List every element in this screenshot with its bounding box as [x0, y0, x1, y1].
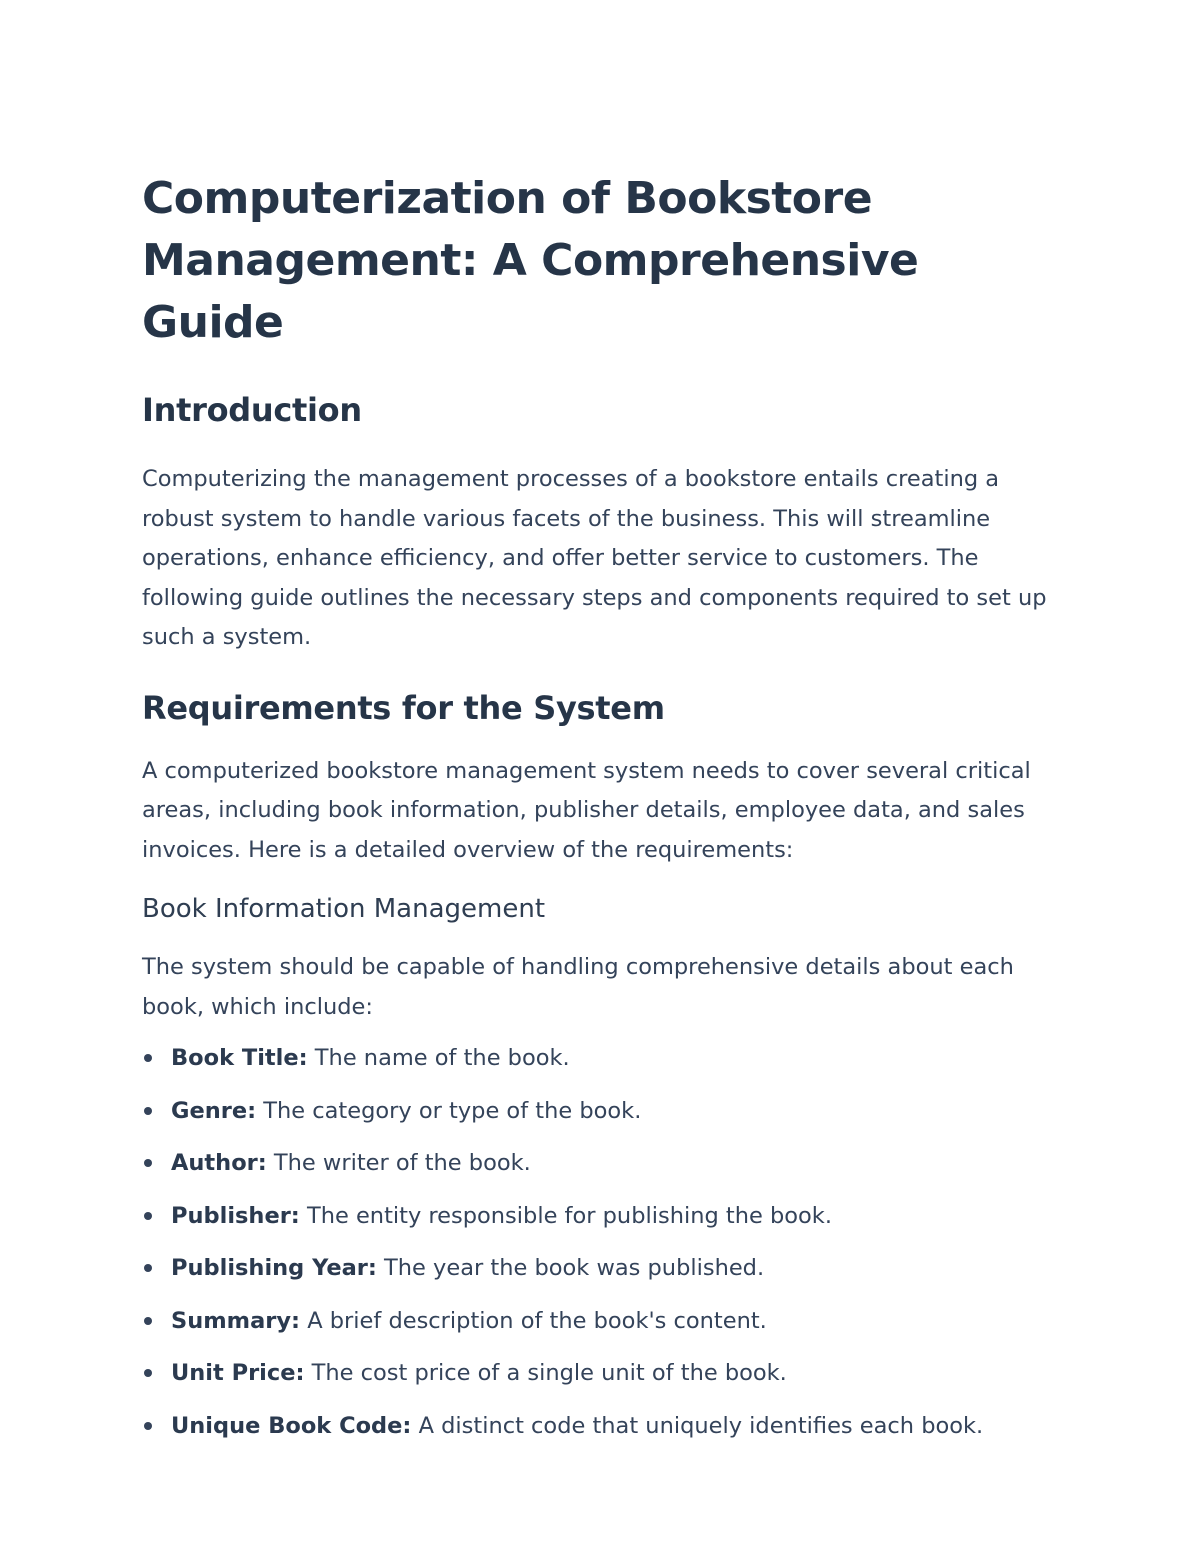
requirements-heading: Requirements for the System [142, 688, 665, 727]
list-item-description: The category or type of the book. [256, 1097, 642, 1124]
list-item-term: Unique Book Code: [171, 1412, 412, 1439]
bullet-icon [144, 1159, 152, 1167]
introduction-heading: Introduction [142, 391, 362, 429]
list-item [142, 1203, 1062, 1229]
list-item-description: A brief description of the book's content. [300, 1307, 767, 1334]
bullet-icon [144, 1422, 152, 1430]
bullet-icon [144, 1212, 152, 1220]
book-info-heading: Book Information Management [142, 894, 546, 924]
list-item [142, 1098, 1062, 1124]
list-item-term: Book Title: [171, 1045, 308, 1071]
book-info-paragraph: The system should be capable of handling comprehensive details about each book, which include: [142, 954, 1014, 1020]
introduction-paragraph: Computerizing the management processes of a bookstore entails creating a robust system to handle various facets of the business. This will streamline operations, enhance efficiency, and offer better service to customers. The following guide outlines the necessary steps and components required to set up such a system. [142, 466, 1047, 650]
list-item-description: The writer of the book. [266, 1150, 531, 1176]
document-page [142, 168, 1062, 1465]
book-fields-list [142, 1045, 1062, 1439]
requirements-paragraph: A computerized bookstore management system needs to cover several critical areas, including book information, publisher details, employee data, and sales invoices. Here is a detailed overview of the requirements: [142, 757, 1031, 863]
list-item-description: The cost price of a single unit of the book. [304, 1360, 787, 1386]
list-item-term: Genre: [171, 1097, 257, 1124]
list-item [142, 1308, 1062, 1334]
list-item-term: Author: [171, 1150, 267, 1176]
list-item-description: The year the book was published. [376, 1255, 765, 1281]
list-item-term: Summary: [171, 1307, 301, 1334]
bullet-icon [144, 1317, 152, 1325]
list-item-term: Publishing Year: [171, 1255, 377, 1281]
list-item [142, 1360, 1062, 1386]
list-item [142, 1255, 1062, 1281]
list-item [142, 1045, 1062, 1071]
bullet-icon [144, 1054, 152, 1062]
list-item [142, 1413, 1062, 1439]
document-title: Computerization of Bookstore Management: A Comprehensive Guide [142, 173, 919, 348]
list-item-term: Unit Price: [171, 1360, 305, 1386]
list-item-description: A distinct code that uniquely identifies each book. [411, 1412, 984, 1439]
bullet-icon [144, 1264, 152, 1272]
bullet-icon [144, 1107, 152, 1115]
list-item-description: The name of the book. [307, 1045, 570, 1071]
list-item-term: Publisher: [171, 1202, 300, 1229]
bullet-icon [144, 1369, 152, 1377]
list-item [142, 1150, 1062, 1176]
list-item-description: The entity responsible for publishing the book. [299, 1202, 832, 1229]
